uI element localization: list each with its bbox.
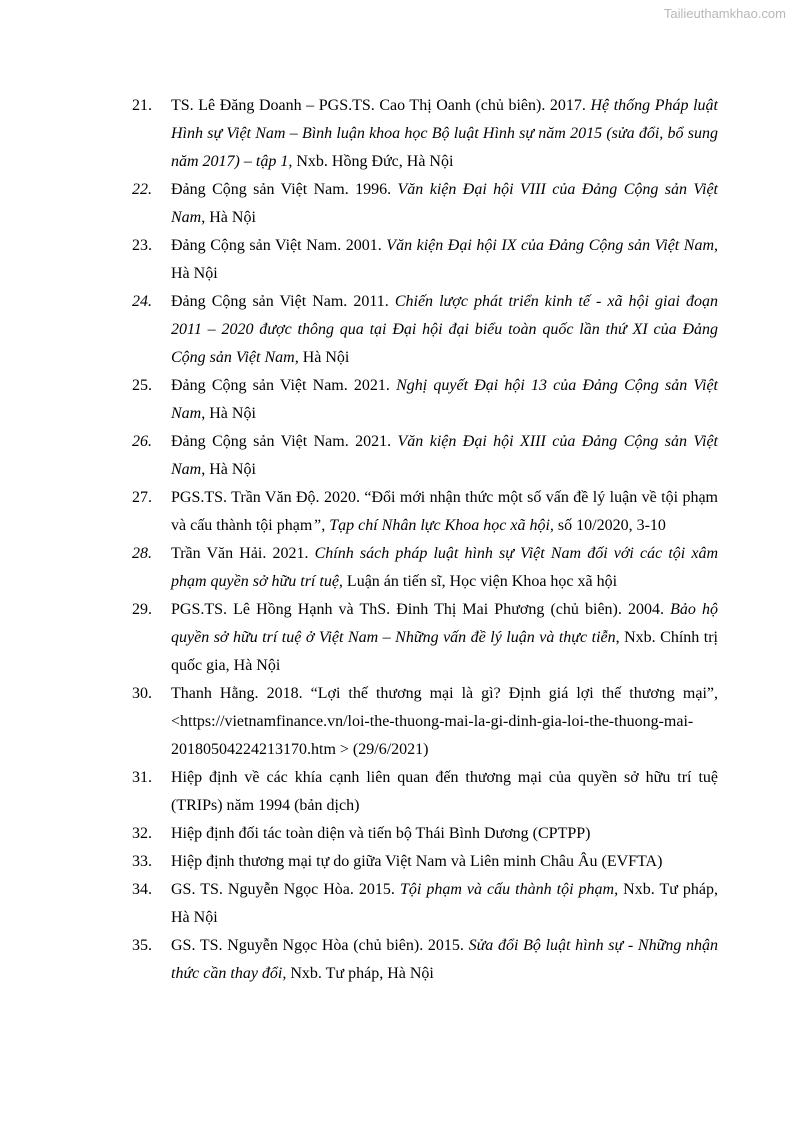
reference-title-segment: Chiến lược phát triển kinh tế - xã hội giai đoạn 2011 – 2020 được thông qua tại Đại hội đại biểu toàn quốc lần thứ XI của Đảng Cộng sản Việt Nam, <box>171 293 718 366</box>
reference-number: 31. <box>132 769 152 786</box>
reference-text-segment: Đảng Cộng sản Việt Nam. 2001. <box>171 237 387 254</box>
reference-text-segment: Nxb. Tư pháp, Hà Nội <box>171 881 719 926</box>
reference-text <box>171 596 718 680</box>
reference-number: 28. <box>132 545 152 562</box>
reference-text-segment: số 10/2020, 3-10 <box>553 517 666 534</box>
reference-title-segment: ”, Tạp chí Nhân lực Khoa học xã hội, <box>312 517 554 534</box>
reference-text <box>171 876 718 932</box>
reference-text <box>171 540 718 596</box>
reference-text-segment: Luận án tiến sĩ, Học viện Khoa học xã hội <box>342 573 618 590</box>
reference-text-segment: PGS.TS. Lê Hồng Hạnh và ThS. Đinh Thị Mai Phương (chủ biên). 2004. <box>171 601 671 618</box>
reference-list <box>132 92 718 988</box>
reference-text-segment: TS. Lê Đăng Doanh – PGS.TS. Cao Thị Oanh (chủ biên). 2017. <box>171 97 591 114</box>
reference-text-segment: Nxb. Tư pháp, Hà Nội <box>286 965 434 982</box>
reference-text <box>171 764 718 820</box>
reference-number: 21. <box>132 97 152 114</box>
reference-item <box>132 764 718 820</box>
reference-item <box>132 680 718 764</box>
reference-item <box>132 876 718 932</box>
watermark: Tailieuthamkhao.com <box>663 6 786 21</box>
reference-title-segment: Nghị quyết Đại hội 13 của Đảng Cộng sản Việt Nam <box>171 377 718 422</box>
reference-number: 26. <box>132 433 152 450</box>
reference-text-segment: Hiệp định thương mại tự do giữa Việt Nam và Liên minh Châu Âu (EVFTA) <box>171 853 663 870</box>
reference-text <box>171 484 718 540</box>
reference-number: 34. <box>132 881 152 898</box>
reference-text-segment: GS. TS. Nguyễn Ngọc Hòa (chủ biên). 2015. <box>171 937 469 954</box>
reference-text-segment: Đảng Cộng sản Việt Nam. 2021. <box>171 433 398 450</box>
reference-item <box>132 176 718 232</box>
reference-text-segment: PGS.TS. Trần Văn Độ. 2020. “Đổi mới nhận thức một số vấn đề lý luận về tội phạm và cấu thành tội phạm <box>171 489 718 534</box>
reference-number: 24. <box>132 293 152 310</box>
reference-item <box>132 540 718 596</box>
reference-title-segment: Tội phạm và cấu thành tội phạm, <box>399 881 619 898</box>
reference-text-segment: Nxb. Hồng Đức, Hà Nội <box>292 153 454 170</box>
reference-number: 33. <box>132 853 152 870</box>
reference-item <box>132 232 718 288</box>
reference-text-segment: Đảng Cộng sản Việt Nam. 2021. <box>171 377 397 394</box>
reference-title-segment: Bảo hộ quyền sở hữu trí tuệ ở Việt Nam – Những vấn đề lý luận và thực tiễn <box>171 601 718 646</box>
reference-item <box>132 820 718 848</box>
reference-number: 23. <box>132 237 152 254</box>
reference-title-segment: Sửa đổi Bộ luật hình sự - Những nhận thức cần thay đổi, <box>171 937 718 982</box>
reference-number: 32. <box>132 825 152 842</box>
reference-text-segment: , Hà Nội <box>201 405 256 422</box>
reference-title-segment: Văn kiện Đại hội VIII của Đảng Cộng sản Việt Nam <box>171 181 718 226</box>
reference-text-segment: Trần Văn Hải. 2021. <box>171 545 315 562</box>
reference-number: 30. <box>132 685 152 702</box>
reference-text-segment: , Nxb. Chính trị quốc gia, Hà Nội <box>171 629 719 674</box>
reference-item <box>132 372 718 428</box>
reference-text <box>171 176 718 232</box>
reference-text-segment: , Hà Nội <box>171 237 719 282</box>
reference-number: 22. <box>132 181 152 198</box>
reference-text <box>171 932 718 988</box>
reference-item <box>132 288 718 372</box>
reference-number: 25. <box>132 377 152 394</box>
reference-item <box>132 932 718 988</box>
reference-text-segment: Hà Nội <box>298 349 350 366</box>
reference-text-segment: Đảng Cộng sản Việt Nam. 1996. <box>171 181 398 198</box>
reference-text-segment: Đảng Cộng sản Việt Nam. 2011. <box>171 293 395 310</box>
reference-text <box>171 680 718 764</box>
reference-text <box>171 232 718 288</box>
reference-text-segment: Thanh Hằng. 2018. “Lợi thế thương mại là gì? Định giá lợi thế thương mại”, <https://vietnamfinance.vn/loi-the-thuong-mai-la-gi-dinh-gia-loi-the-thuong-mai-20180504224213170.htm > (29/6/2021) <box>171 685 718 758</box>
reference-text <box>171 848 718 876</box>
reference-text <box>171 372 718 428</box>
reference-title-segment: Chính sách pháp luật hình sự Việt Nam đối với các tội xâm phạm quyền sở hữu trí tuệ, <box>171 545 718 590</box>
reference-title-segment: Văn kiện Đại hội IX của Đảng Cộng sản Việt Nam <box>386 237 715 254</box>
reference-text <box>171 428 718 484</box>
reference-number: 29. <box>132 601 152 618</box>
reference-text-segment: GS. TS. Nguyễn Ngọc Hòa. 2015. <box>171 881 400 898</box>
reference-title-segment: Văn kiện Đại hội XIII của Đảng Cộng sản Việt Nam <box>171 433 718 478</box>
reference-item <box>132 428 718 484</box>
reference-text <box>171 820 718 848</box>
reference-number: 35. <box>132 937 152 954</box>
reference-text <box>171 288 718 372</box>
reference-text-segment: Hiệp định đối tác toàn diện và tiến bộ Thái Bình Dương (CPTPP) <box>171 825 591 842</box>
reference-item <box>132 484 718 540</box>
reference-item <box>132 848 718 876</box>
reference-item <box>132 596 718 680</box>
reference-text <box>171 92 718 176</box>
reference-item <box>132 92 718 176</box>
reference-text-segment: , Hà Nội <box>201 209 256 226</box>
reference-text-segment: Hiệp định về các khía cạnh liên quan đến thương mại của quyền sở hữu trí tuệ (TRIPs) năm 1994 (bản dịch) <box>171 769 718 814</box>
reference-text-segment: , Hà Nội <box>201 461 256 478</box>
reference-number: 27. <box>132 489 152 506</box>
reference-title-segment: Hệ thống Pháp luật Hình sự Việt Nam – Bình luận khoa học Bộ luật Hình sự năm 2015 (sửa đổi, bổ sung năm 2017) – tập 1, <box>171 97 719 170</box>
